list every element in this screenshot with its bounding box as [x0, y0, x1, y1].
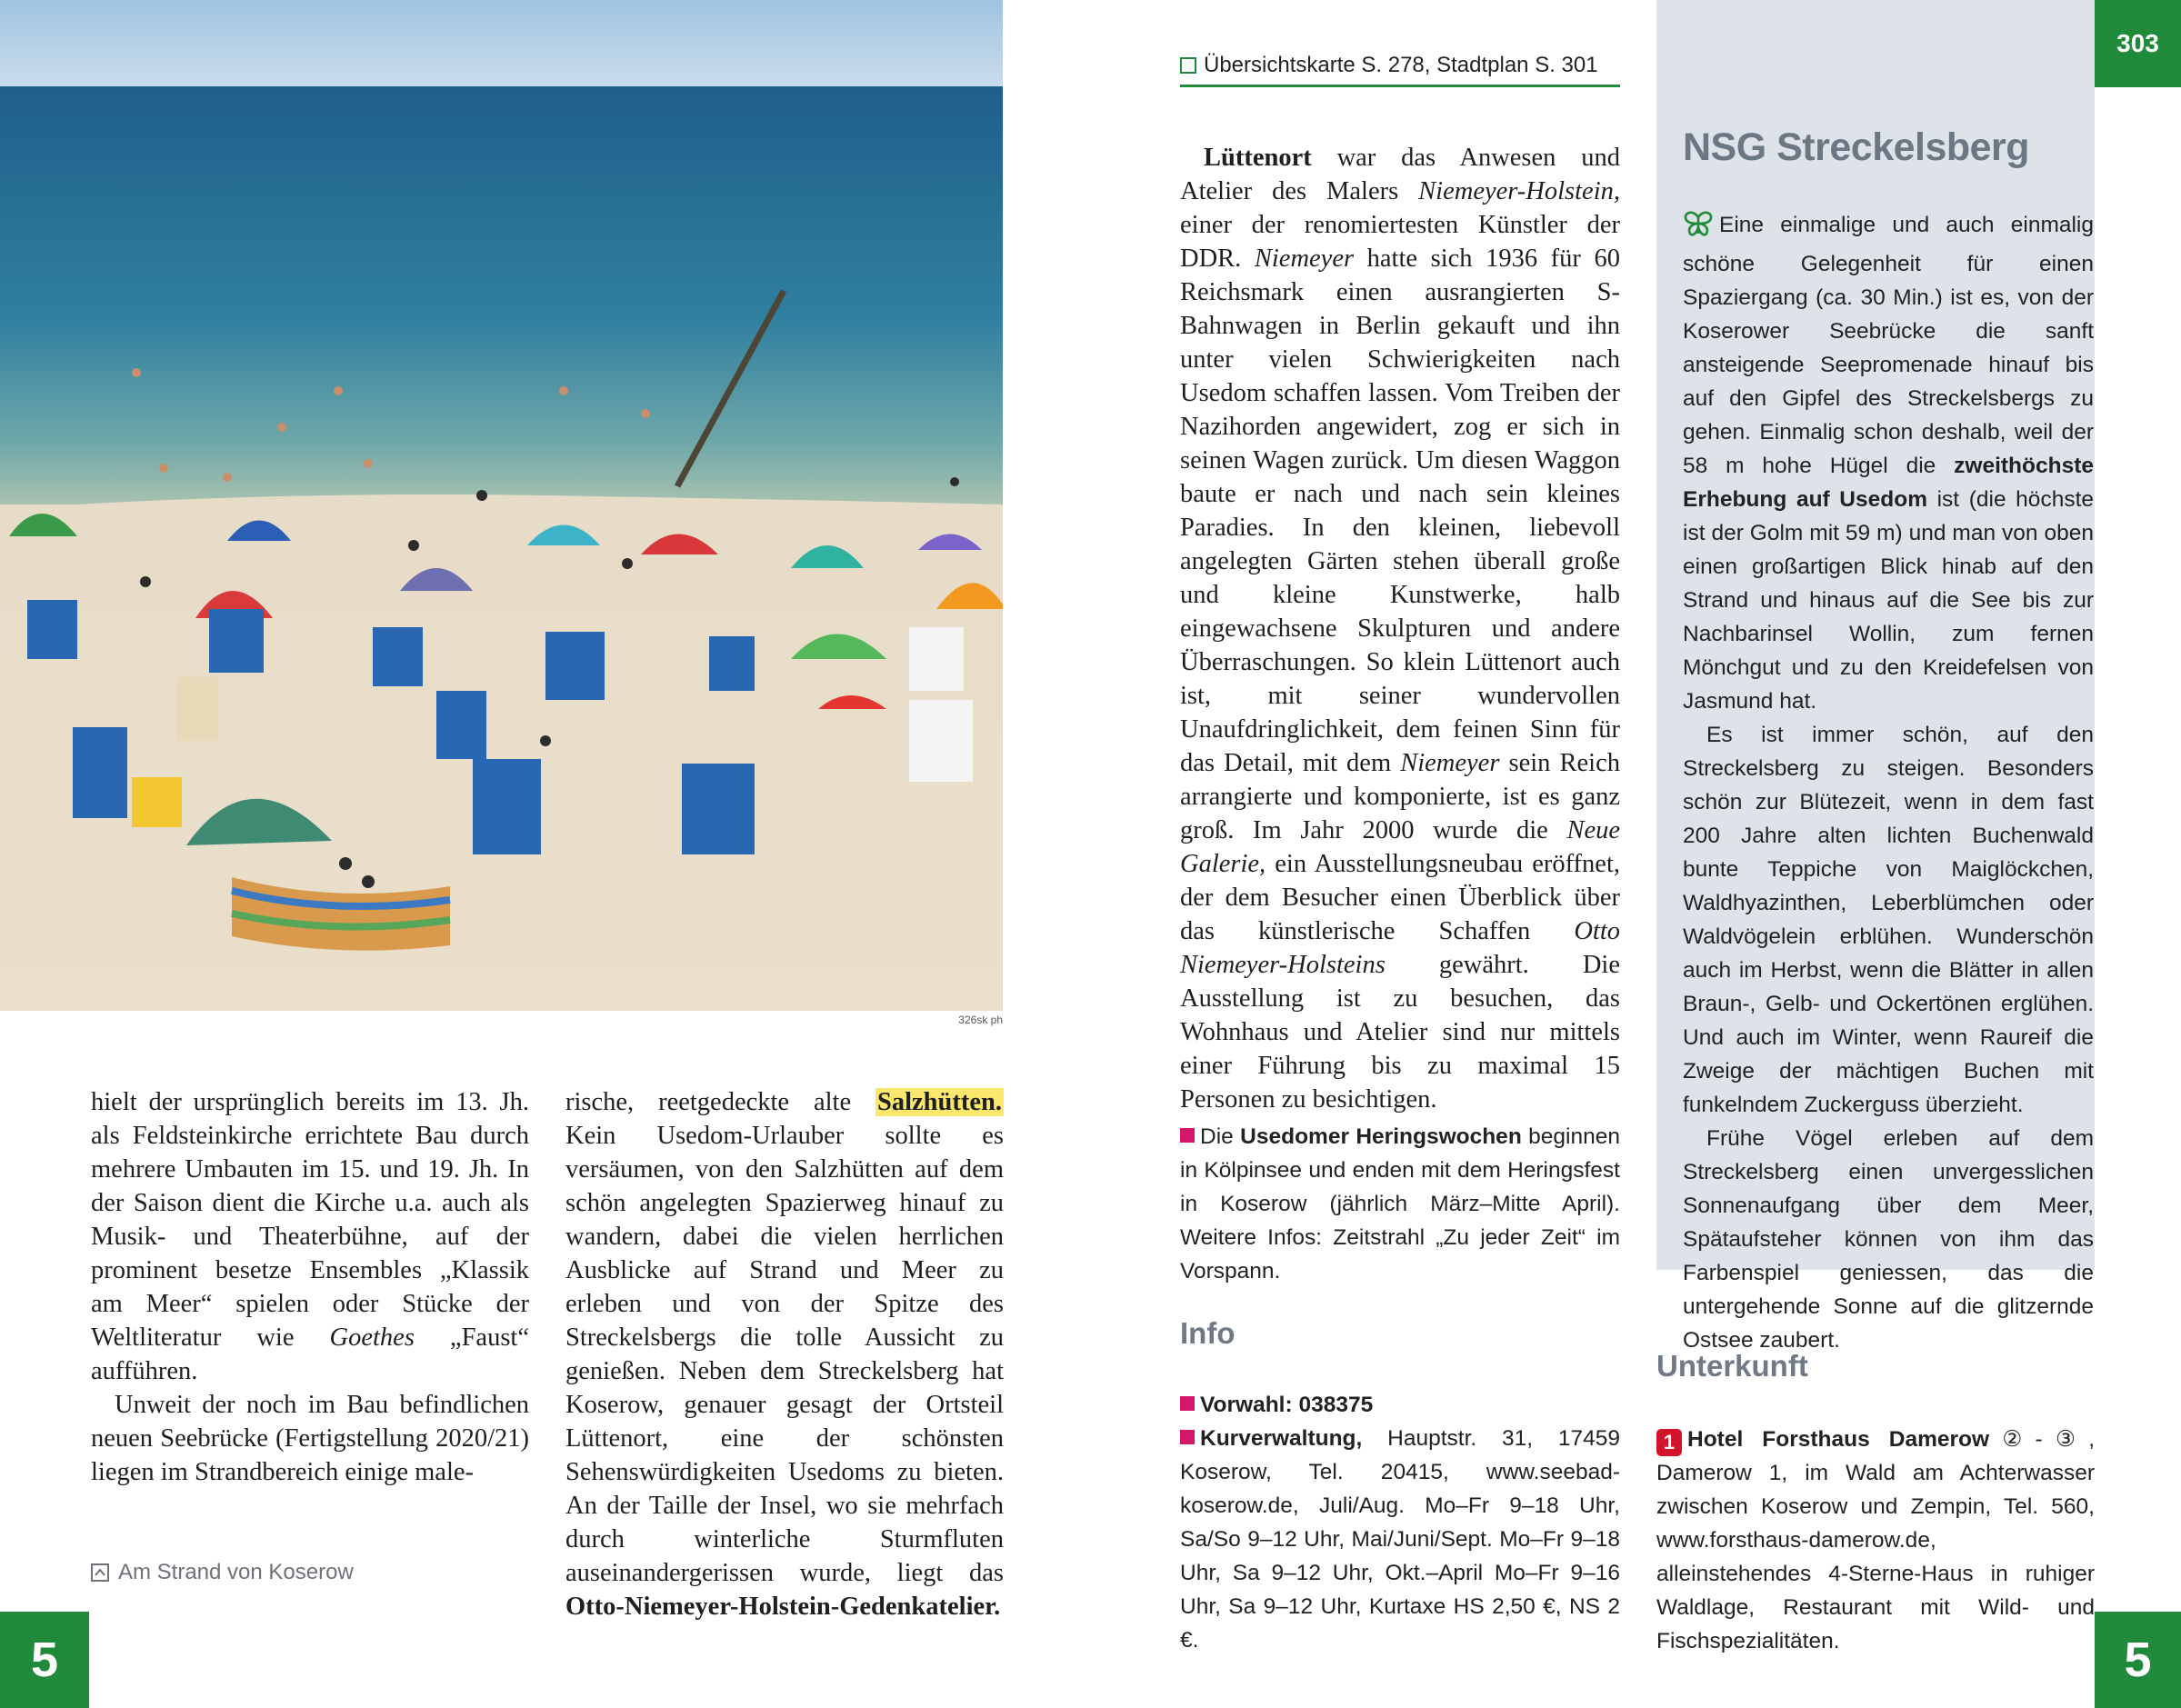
paragraph: Frühe Vögel erleben auf dem Streckelsberg einen unvergesslichen Sonnenaufgang über dem Meer, Spätaufsteher können von ihm das Farbenspiel geniessen, das die untergehende Sonne auf die glitzernde Ostsee zaubert. — [1683, 1126, 2094, 1353]
text: beginnen in Kölpinsee und enden mit dem Heringsfest in Koserow (jährlich März–Mitte April). Weitere Infos: Zeitstrahl „Zu jeder Zeit“ im Vorspann. — [1180, 1124, 1620, 1283]
text: , Damerow 1, im Wald am Achterwasser zwischen Koserow und Zempin, Tel. 560, www.forsthaus-damerow.de, alleinstehendes 4-Sterne-Haus in ruhiger Waldlage, Restaurant mit Wild- und Fischspezialitäten. — [1656, 1427, 2095, 1653]
paragraph — [1683, 208, 2094, 718]
text: war das Anwesen und Atelier des Malers — [1180, 144, 1620, 205]
price-category: ②-③ — [1989, 1427, 2089, 1452]
italic-name: Niemeyer — [1400, 749, 1500, 777]
caption-arrow-icon — [91, 1563, 109, 1582]
text: ist (die höchste ist der Golm mit 59 m) und man von oben einen großartigen Blick hinab auf den Strand und hinaus auf die See bis zur Nachbarinsel Wollin, zum fernen Mönchgut und zu den Kreidefelsen von Jasmund hat. — [1683, 487, 2094, 714]
kurverwaltung-text: Hauptstr. 31, 17459 Koserow, Tel. 20415, www.seebad-koserow.de, Juli/Aug. Mo–Fr 9–18 Uhr, Sa/So 9–12 Uhr, Mai/Juni/Sept. Mo–Fr 9–18 Uhr, Sa 9–12 Uhr, Okt.–April Mo–Fr 9–16 Uhr, Sa 9–12 Uhr, Kurtaxe HS 2,50 €, NS 2 €. — [1180, 1426, 1620, 1653]
info-block — [1180, 1388, 1620, 1657]
hotel-name: Hotel Forsthaus Damerow — [1687, 1427, 1990, 1452]
bold-term: Usedomer Heringswochen — [1240, 1124, 1522, 1149]
sidebar-text — [1683, 208, 2094, 1357]
photo-caption — [91, 1560, 354, 1585]
page-number: 303 — [2095, 0, 2181, 87]
info-heading: Info — [1180, 1316, 1236, 1350]
map-reference — [1180, 53, 1620, 87]
paragraph — [1180, 141, 1620, 1116]
text: gewährt. Die Ausstellung ist zu besuchen, das Wohnhaus und Atelier sind nur mittels einer Führung bis zu maximal 15 Personen zu besichtigen. — [1180, 951, 1620, 1114]
number-badge: 1 — [1656, 1429, 1682, 1456]
map-square-icon — [1180, 57, 1196, 74]
text: „Faust“ aufführen. — [91, 1323, 529, 1385]
caption-text: Am Strand von Koserow — [118, 1560, 354, 1584]
text: Kein Usedom-Urlauber sollte es versäumen, von den Salzhütten auf dem schön angelegten Spazierweg hinauf zu wandern, dabei die vielen herrlichen Ausblicke auf Strand und Meer zu erleben und von der Spitze des Streckelsbergs die tolle Aussicht zu genießen. Neben dem Streckelsberg hat Koserow, genauer gesagt der Ortsteil Lüttenort, eine der schönsten Sehenswürdigkeiten Usedoms zu bieten. An der Taille der Insel, wo sie mehrfach durch winterliche Sturmfluten auseinandergerissen wurde, liegt das — [565, 1122, 1004, 1587]
bullet-icon — [1180, 1396, 1195, 1411]
text: ein Ausstellungsneubau eröffnet, der dem Besucher einen Überblick über das künstlerische Schaffen — [1180, 850, 1620, 945]
left-text-column-2 — [565, 1085, 1004, 1623]
text: sein Reich arrangierte und komponierte, ist es ganz groß. Im Jahr 2000 wurde die — [1180, 749, 1621, 844]
left-text-column-1 — [91, 1085, 529, 1489]
butterfly-icon — [1683, 210, 1714, 247]
italic-name: Otto Niemeyer-Holsteins — [1180, 917, 1620, 979]
text: einer der renomiertesten Künstler der DDR. — [1180, 211, 1620, 273]
italic-name: Neue Galerie, — [1180, 816, 1620, 878]
text: hatte sich 1936 für 60 Reichsmark einen ausrangierten S-Bahnwagen in Berlin gekauft und ihn unter vielen Schwierigkeiten nach Usedom schaffen lassen. Vom Treiben der Nazihorden angewidert, zog er sich in seinen Wagen zurück. Um diesen Waggon baute er nach und nach sein kleines Paradies. In den kleinen, liebevoll angelegten Gärten stehen überall große und kleine Kunstwerke, halb eingewachsene Skulpturen und andere Überraschungen. So klein Lüttenort auch ist, mit seiner wundervollen Unaufdringlichkeit, dem feinen Sinn für das Detail, mit dem — [1180, 245, 1620, 777]
italic-name: Niemeyer — [1254, 245, 1355, 273]
paragraph: Es ist immer schön, auf den Streckelsberg zu steigen. Besonders schön zur Blütezeit, wenn in dem fast 200 Jahre alten lichten Buchenwald bunte Teppiche von Maiglöckchen, Waldhyazinthen, Leberblümchen oder Waldvögelein erblühen. Wunderschön auch im Herbst, wenn die Blätter in allen Braun-, Gelb- und Ockertönen erglühen. Und auch im Winter, wenn Raureif die Zweige der mächtigen Buchen mit funkelndem Zuckerguss überzieht. — [1683, 723, 2094, 1117]
text: Eine einmalige und auch einmalig schöne Gelegenheit für einen Spaziergang (ca. 30 Min.) ist es, von der Koserower Seebrücke die sanft ansteigende Seepromenade hinauf bis auf den Gipfel des Streckelsbergs zu gehen. Einmalig schon deshalb, weil der 58 m hohe Hügel die — [1683, 213, 2094, 478]
right-main-text — [1180, 141, 1620, 1116]
bold-term: Lüttenort — [1204, 144, 1312, 172]
unterkunft-heading: Unterkunft — [1656, 1349, 1808, 1383]
info-vorwahl — [1180, 1388, 1620, 1422]
bullet-icon — [1180, 1128, 1195, 1143]
vorwahl-text: Vorwahl: 038375 — [1200, 1393, 1374, 1417]
unterkunft-entry — [1656, 1423, 2095, 1658]
beach-photo — [0, 0, 1003, 1011]
italic-name: Niemeyer-Holstein, — [1418, 177, 1620, 205]
bold-term: Otto-Niemeyer-Holstein-Gedenkatelier. — [565, 1593, 1001, 1621]
text: Die — [1200, 1124, 1241, 1149]
map-reference-text: Übersichtskarte S. 278, Stadtplan S. 301 — [1204, 53, 1598, 77]
sidebar-title: NSG Streckelsberg — [1683, 125, 2030, 169]
paragraph — [91, 1085, 529, 1388]
paragraph: Unweit der noch im Bau befindlichen neuen Seebrücke (Fertigstellung 2020/21) liegen im Strandbereich einige male- — [91, 1391, 529, 1486]
chapter-tab-left: 5 — [0, 1612, 89, 1708]
text: rische, reetgedeckte alte — [565, 1088, 876, 1116]
kurverwaltung-label: Kurverwaltung, — [1200, 1426, 1363, 1451]
highlighted-term: Salzhütten. — [877, 1088, 1002, 1116]
tip-heringswochen — [1180, 1120, 1620, 1288]
info-kurverwaltung — [1180, 1422, 1620, 1657]
italic-name: Goethes — [329, 1323, 415, 1352]
bold-term: zweithöchste Erhebung auf Usedom — [1683, 454, 2094, 512]
paragraph — [565, 1085, 1004, 1623]
text: hielt der ursprünglich bereits im 13. Jh. als Feldsteinkirche errichtete Bau durch mehrere Umbauten im 15. und 19. Jh. In der Saison dient die Kirche u.a. auch als Musik- und Theaterbühne, auf der prominent besetze Ensembles „Klassik am Meer“ spielen oder Stücke der Weltliteratur wie — [91, 1088, 529, 1352]
bullet-icon — [1180, 1430, 1195, 1444]
chapter-tab-right: 5 — [2095, 1612, 2181, 1708]
photo-credit: 326sk ph — [958, 1014, 1003, 1026]
